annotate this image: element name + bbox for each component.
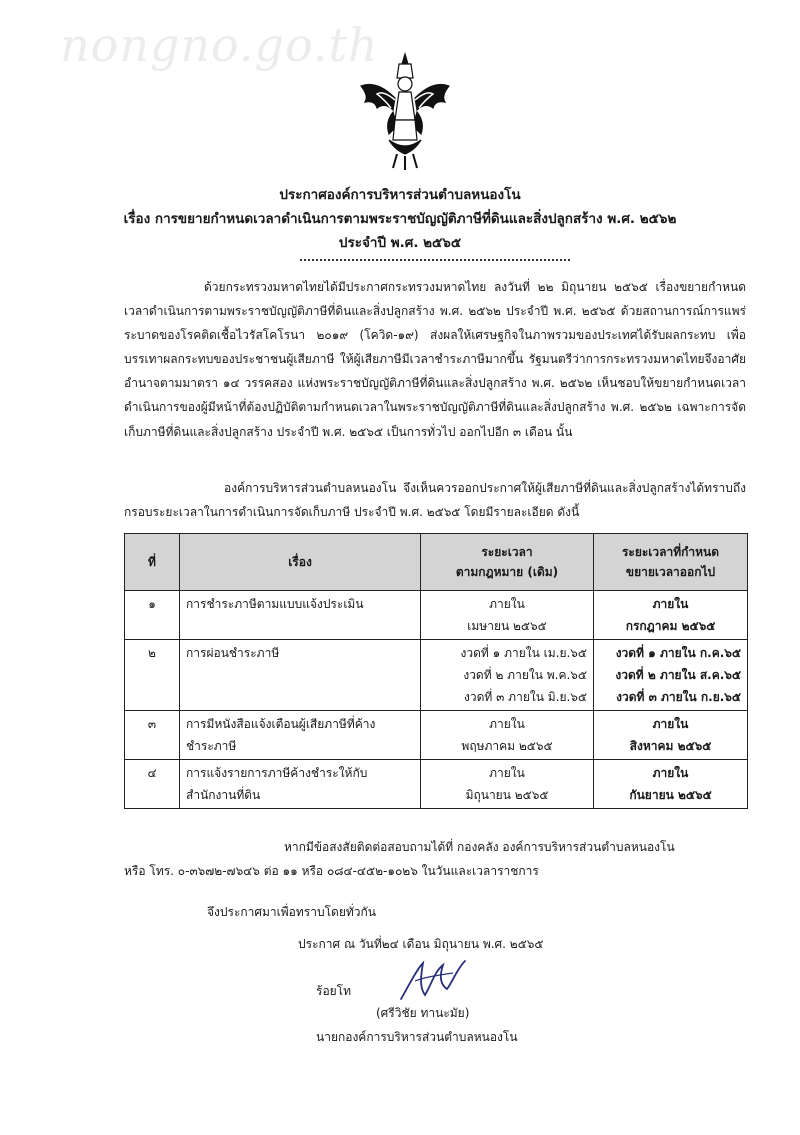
row-no: ๔ [125, 760, 180, 809]
header-old-line2: ตามกฎหมาย (เดิม) [455, 565, 559, 579]
header-new-line1: ระยะเวลาที่กำหนด [621, 545, 720, 559]
announcement-date: ประกาศ ณ วันที่๒๔ เดือน มิถุนายน พ.ศ. ๒๕๖๕ [298, 937, 544, 951]
announcement-title: ประกาศองค์การบริหารส่วนตำบลหนองโน [279, 187, 521, 203]
table-row [125, 640, 748, 711]
garuda-emblem [355, 50, 455, 172]
row-old-line: ภายใน [489, 766, 525, 780]
header-new-period [594, 534, 748, 591]
row-old-line: งวดที่ ๑ ภายใน เม.ย.๖๕ [460, 646, 587, 660]
schedule-table [124, 533, 748, 809]
row-old-line: งวดที่ ๓ ภายใน มิ.ย.๖๕ [464, 690, 587, 704]
row-old-line: มิถุนายน ๒๕๖๕ [465, 788, 549, 802]
table-row [125, 591, 748, 640]
row-new-line: งวดที่ ๓ ภายใน ก.ย.๖๕ [616, 690, 741, 704]
row-new-line: กันยายน ๒๕๖๕ [629, 788, 712, 802]
header-new-line2: ขยายเวลาออกไป [625, 565, 716, 579]
contact-line-1: หากมีข้อสงสัยติดต่อสอบถามได้ที่ กองคลัง องค์การบริหารส่วนตำบลหนองโน [284, 840, 675, 854]
row-new-line: ภายใน [652, 597, 689, 611]
row-no: ๓ [125, 711, 180, 760]
row-subject [180, 711, 421, 760]
header-no: ที่ [125, 534, 180, 591]
closing-statement: จึงประกาศมาเพื่อทราบโดยทั่วกัน [207, 905, 376, 919]
watermark: nongno.go.th [60, 18, 379, 72]
row-no: ๒ [125, 640, 180, 711]
contact-line-2: หรือ โทร. ๐-๓๖๗๒-๗๖๔๖ ต่อ ๑๑ หรือ ๐๘๔-๔๕๒-๑๐๒๖ ในวันและเวลาราชการ [124, 864, 539, 878]
body-paragraph-1: ด้วยกระทรวงมหาดไทยได้มีประกาศกระทรวงมหาดไทย ลงวันที่ ๒๒ มิถุนายน ๒๕๖๕ เรื่องขยายกำหนดเวลาดำเนินการตามพระราชบัญญัติภาษีที่ดินและสิ่งปลูกสร้าง พ.ศ. ๒๕๖๒ ประจำปี พ.ศ. ๒๕๖๕ ด้วยสถานการณ์การแพร่ระบาดของโรคติดเชื้อไวรัสโคโรนา ๒๐๑๙ (โควิด-๑๙) ส่งผลให้เศรษฐกิจในภาพรวมของประเทศได้รับผลกระทบ เพื่อบรรเทาผลกระทบของประชาชนผู้เสียภาษี ให้ผู้เสียภาษีมีเวลาชำระภาษีมากขึ้น รัฐมนตรีว่าการกระทรวงมหาดไทยจึงอาศัยอำนาจตามมาตรา ๑๔ วรรคสอง แห่งพระราชบัญญัติภาษีที่ดินและสิ่งปลูกสร้าง พ.ศ. ๒๕๖๒ เห็นชอบให้ขยายกำหนดเวลาดำเนินการของผู้มีหน้าที่ต้องปฏิบัติตามกำหนดเวลาในพระราชบัญญัติภาษีที่ดินและสิ่งปลูกสร้าง พ.ศ. ๒๕๖๒ เฉพาะการจัดเก็บภาษีที่ดินและสิ่งปลูกสร้าง ประจำปี พ.ศ. ๒๕๖๕ เป็นการทั่วไป ออกไปอีก ๓ เดือน นั้น [124, 280, 746, 439]
row-subject [180, 591, 421, 640]
row-old-line: พฤษภาคม ๒๕๖๕ [461, 739, 553, 753]
header-old-period [421, 534, 594, 591]
row-old-period [421, 711, 594, 760]
row-old-line: งวดที่ ๒ ภายใน พ.ค.๖๕ [463, 668, 587, 682]
row-subject-line: การชำระภาษีตามแบบแจ้งประเมิน [186, 597, 364, 611]
row-subject-line: การผ่อนชำระภาษี [186, 646, 280, 660]
row-old-period [421, 640, 594, 711]
row-new-period [594, 760, 748, 809]
announcement-year: ประจำปี พ.ศ. ๒๕๖๕ [338, 235, 462, 251]
table-row [125, 760, 748, 809]
table-header-row [125, 534, 748, 591]
handwritten-signature [395, 955, 475, 1005]
row-subject [180, 760, 421, 809]
row-new-line: กรกฎาคม ๒๕๖๕ [625, 619, 716, 633]
row-new-line: งวดที่ ๑ ภายใน ก.ค.๖๕ [615, 646, 741, 660]
signer-name: (ศรีวิชัย ทานะมัย) [376, 1006, 470, 1020]
row-subject [180, 640, 421, 711]
dotted-divider [300, 259, 570, 261]
row-subject-line: ชำระภาษี [186, 739, 237, 753]
row-old-line: ภายใน [489, 717, 525, 731]
header-old-line1: ระยะเวลา [481, 545, 533, 559]
announcement-subject: เรื่อง การขยายกำหนดเวลาดำเนินการตามพระราชบัญญัติภาษีที่ดินและสิ่งปลูกสร้าง พ.ศ. ๒๕๖๒ [123, 211, 677, 227]
row-old-period [421, 760, 594, 809]
signer-position: นายกองค์การบริหารส่วนตำบลหนองโน [316, 1030, 518, 1044]
row-no: ๑ [125, 591, 180, 640]
row-new-period [594, 591, 748, 640]
table-row [125, 711, 748, 760]
row-subject-line: สำนักงานที่ดิน [186, 788, 261, 802]
header-subject: เรื่อง [180, 534, 421, 591]
row-subject-line: การแจ้งรายการภาษีค้างชำระให้กับ [186, 766, 368, 780]
row-new-line: สิงหาคม ๒๕๖๕ [629, 739, 712, 753]
row-old-line: เมษายน ๒๕๖๕ [467, 619, 547, 633]
row-new-line: ภายใน [652, 717, 689, 731]
row-subject-line: การมีหนังสือแจ้งเตือนผู้เสียภาษีที่ค้าง [186, 717, 376, 731]
row-old-line: ภายใน [489, 597, 525, 611]
row-old-period [421, 591, 594, 640]
body-paragraph-2: องค์การบริหารส่วนตำบลหนองโน จึงเห็นควรออกประกาศให้ผู้เสียภาษีที่ดินและสิ่งปลูกสร้างได้ทราบถึงกรอบระยะเวลาในการดำเนินการจัดเก็บภาษี ประจำปี พ.ศ. ๒๕๖๕ โดยมีรายละเอียด ดังนี้ [124, 481, 746, 520]
signer-rank: ร้อยโท [316, 984, 352, 998]
row-new-line: ภายใน [652, 766, 689, 780]
row-new-line: งวดที่ ๒ ภายใน ส.ค.๖๕ [615, 668, 741, 682]
row-new-period [594, 640, 748, 711]
row-new-period [594, 711, 748, 760]
